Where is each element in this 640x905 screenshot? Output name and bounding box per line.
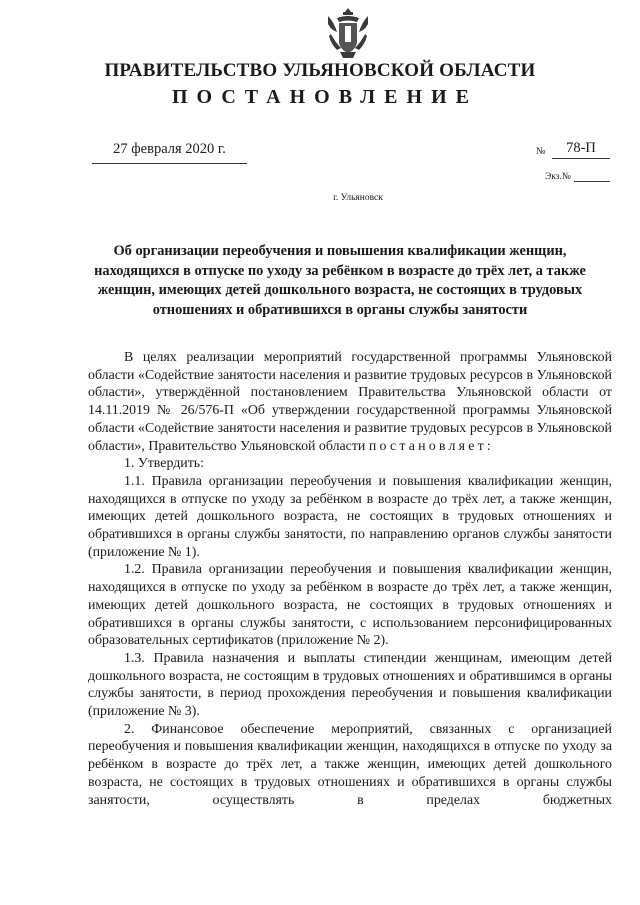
document-number: 78-П xyxy=(552,140,610,159)
document-heading: Об организации переобучения и повышения квалификации женщин, находящихся в отпуске по уходу за ребёнком в возрасте до трёх лет, а также женщин, имеющих детей дошкольного возраста, не состоящих в трудовых отношениях и обратившихся в органы службы занятости xyxy=(94,243,586,318)
document-type: ПОСТАНОВЛЕНИЕ xyxy=(172,86,478,108)
document-date: 27 февраля 2020 г. xyxy=(92,141,247,164)
government-title: ПРАВИТЕЛЬСТВО УЛЬЯНОВСКОЙ ОБЛАСТИ xyxy=(104,60,536,81)
item-1-1: 1.1. Правила организации переобучения и повышения квалификации женщин, находящихся в отпуске по уходу за ребёнком в возрасте до трёх лет, а также женщин, имеющих детей дошкольного возраста, не состоящих в трудовых отношениях и обратившихся в органы службы занятости, по направлению органов службы занятости (приложение № 1). xyxy=(88,473,612,560)
document-body xyxy=(88,349,612,809)
item-2: 2. Финансовое обеспечение мероприятий, связанных с организацией переобучения и повышения квалификации женщин, находящихся в отпуске по уходу за ребёнком в возрасте до трёх лет, а также женщин, имеющих детей дошкольного возраста, не состоящих в трудовых отношениях и обратившихся в органы службы занятости, осуществлять в пределах бюджетных xyxy=(88,721,612,808)
intro-paragraph xyxy=(88,349,612,455)
item-1: 1. Утвердить: xyxy=(124,456,204,472)
coat-of-arms-icon xyxy=(325,6,371,62)
intro-verb: постановляет: xyxy=(368,438,494,454)
item-1-3: 1.3. Правила назначения и выплаты стипендии женщинам, имеющим детей дошкольного возраста, не состоящим в трудовых отношениях и обратившимся в органы службы занятости, в период прохождения переобучения и повышения квалификации (приложение № 3). xyxy=(88,650,612,720)
copy-number-line xyxy=(574,181,610,182)
item-1-2: 1.2. Правила организации переобучения и повышения квалификации женщин, находящихся в отпуске по уходу за ребёнком в возрасте до трёх лет, а также женщин, имеющих детей дошкольного возраста, не состоящих в трудовых отношениях и обратившихся в органы службы занятости, с использованием персонифицированных образовательных сертификатов (приложение № 2). xyxy=(88,562,612,649)
copy-number-label: Экз.№ xyxy=(545,172,571,182)
intro-text: В целях реализации мероприятий государственной программы Ульяновской области «Содействие занятости населения и развитие трудовых ресурсов в Ульяновской области», утверждённой постановлением Правительства Ульяновской области от 14.11.2019 № 26/576-П «Об утверждении государственной программы Ульяновской области «Содействие занятости населения и развитие трудовых ресурсов в Ульяновской области», Правительство Ульяновской области xyxy=(88,350,612,454)
city: г. Ульяновск xyxy=(333,193,383,203)
number-sign: № xyxy=(536,146,546,157)
